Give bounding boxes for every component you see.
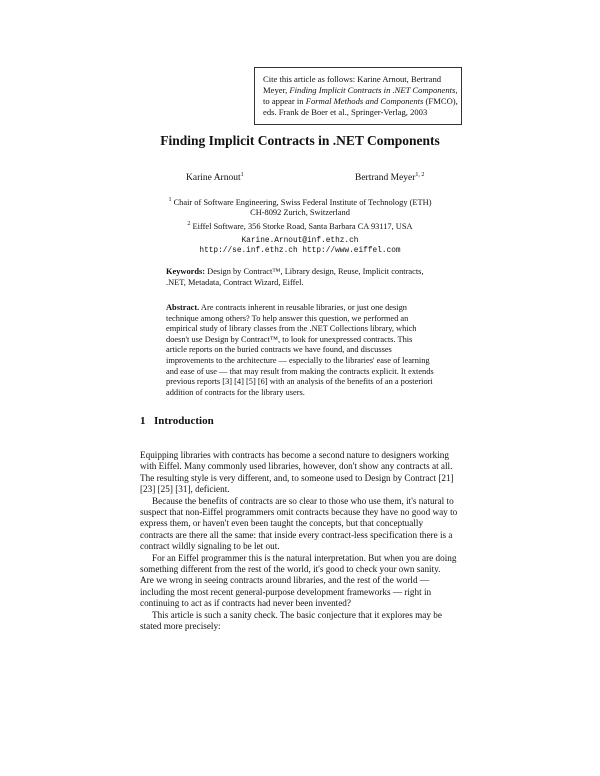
keywords-text-1: Design by Contract™, Library design, Reuse, Implicit contracts, (205, 267, 424, 276)
paragraph-line: The resulting style is very different, and, to someone used to Design by Contract [21] (140, 472, 454, 483)
paper-title: Finding Implicit Contracts in .NET Components (160, 133, 440, 148)
paragraph-line: This article is such a sanity check. The basic conjecture that it explores may be (152, 609, 442, 620)
author-1-name: Karine Arnout (186, 173, 241, 184)
abstract-label: Abstract. (166, 303, 200, 312)
contact-emails (0, 237, 600, 256)
abstract-line-9: addition of contracts for the library users. (166, 387, 305, 397)
paragraph-4 (140, 610, 460, 633)
citation-line-2-tail: , (455, 85, 458, 95)
citation-line-2-lead: Meyer, (263, 85, 290, 95)
abstract-line-5: article reports on the buried contracts we have found, and discusses (166, 345, 392, 355)
abstract-line-2: technique among others? To help answer this question, we performed an (166, 313, 409, 323)
body-text (140, 450, 460, 633)
paragraph-line: Equipping libraries with contracts has become a second nature to designers working (140, 450, 449, 460)
abstract-line-3: empirical study of library classes from the .NET Collections library, which (166, 324, 417, 334)
paragraph-line: something different from the rest of the world, it's good to check your own sanity. (140, 564, 441, 575)
paragraph-line: [23] [25] [31], deficient. (140, 484, 230, 495)
paragraph-3 (140, 553, 460, 610)
author-2 (355, 172, 424, 183)
affiliation-2 (0, 219, 600, 232)
affiliation-2-text: Eiffel Software, 356 Storke Road, Santa Barbara CA 93117, USA (192, 221, 413, 231)
paragraph-line: contract wildly signaling to be let out. (140, 541, 280, 552)
paragraph-line: with Eiffel. Many commonly used libraries, however, don't show any contracts at all. (140, 461, 453, 472)
website-links[interactable]: http://se.inf.ethz.ch http://www.eiffel.com (199, 246, 401, 255)
paragraph-line: contracts are there all the same: that inside every contract-less specification there is a (140, 529, 453, 540)
citation-line-3-tail: (FMCO), (423, 96, 458, 106)
paragraph-2 (140, 496, 460, 553)
citation-box (254, 67, 462, 125)
abstract-line-4: doesn't use Design by Contract™, to look for unexpressed contracts. This (166, 334, 413, 344)
paragraph-line: including the most recent general-purpose development frameworks — right in (140, 586, 432, 597)
abstract-text-1: Are contracts inherent in reusable libraries, or just one design (199, 303, 407, 312)
keywords-line-1 (166, 266, 438, 277)
paragraph-line: stated more precisely: (140, 621, 221, 632)
keywords (166, 266, 438, 288)
citation-book-title: Formal Methods and Components (305, 96, 424, 106)
citation-line-1: Cite this article as follows: Karine Arnout, Bertrand (263, 74, 442, 84)
keywords-line-2: .NET, Metadata, Contract Wizard, Eiffel. (166, 278, 304, 287)
author-1 (186, 172, 244, 183)
affiliation-1-sup: 1 (168, 197, 172, 203)
affiliations (0, 195, 600, 232)
citation-line-3 (263, 96, 458, 107)
citation-article-title: Finding Implicit Contracts in .NET Components (289, 85, 456, 95)
paragraph-line: express them, or haven't even been taught the concepts, but that conceptually (140, 518, 424, 529)
author-2-sup: 1, 2 (415, 172, 425, 178)
section-title: Introduction (154, 415, 214, 427)
paragraph-line: suspect that non-Eiffel programmers omit contracts because they have no good way to (140, 507, 458, 518)
abstract-line-6: improvements to the architecture — especially to the libraries' ease of learning (166, 355, 430, 365)
affiliation-1-cont-text: CH-8092 Zurich, Switzerland (250, 208, 350, 218)
abstract-line-7: and ease of use — that may result from making the contracts explicit. It extends (166, 366, 434, 376)
section-number: 1 (140, 415, 146, 427)
abstract (166, 303, 438, 398)
abstract-line-8: previous reports [3] [4] [5] [6] with an analysis of the benefits of an a posteriori (166, 377, 433, 387)
citation-line-2 (263, 85, 458, 96)
paragraph-line: Are we wrong in seeing contracts around libraries, and the rest of the world — (140, 575, 430, 586)
paragraph-line: continuing to act as if contracts had never been invented? (140, 598, 351, 609)
affiliation-1-cont (0, 208, 600, 219)
paragraph-line: Because the benefits of contracts are so clear to those who use them, it's natural to (152, 495, 454, 506)
affiliation-2-sup: 2 (187, 220, 191, 227)
citation-line-3-lead: to appear in (263, 96, 306, 106)
affiliation-1 (0, 195, 600, 208)
keywords-label: Keywords: (166, 267, 206, 276)
abstract-line-1 (166, 303, 438, 314)
section-heading (140, 415, 214, 427)
paragraph-1 (140, 450, 460, 496)
author-1-sup: 1 (240, 172, 244, 178)
paragraph-line: For an Eiffel programmer this is the natural interpretation. But when you are doing (152, 552, 457, 563)
email-address[interactable]: Karine.Arnout@inf.ethz.ch (241, 237, 359, 245)
citation-line-4: eds. Frank de Boer et al., Springer-Verlag, 2003 (263, 107, 428, 117)
affiliation-1-text: Chair of Software Engineering, Swiss Federal Institute of Technology (ETH) (173, 197, 432, 207)
author-2-name: Bertrand Meyer (355, 173, 416, 184)
